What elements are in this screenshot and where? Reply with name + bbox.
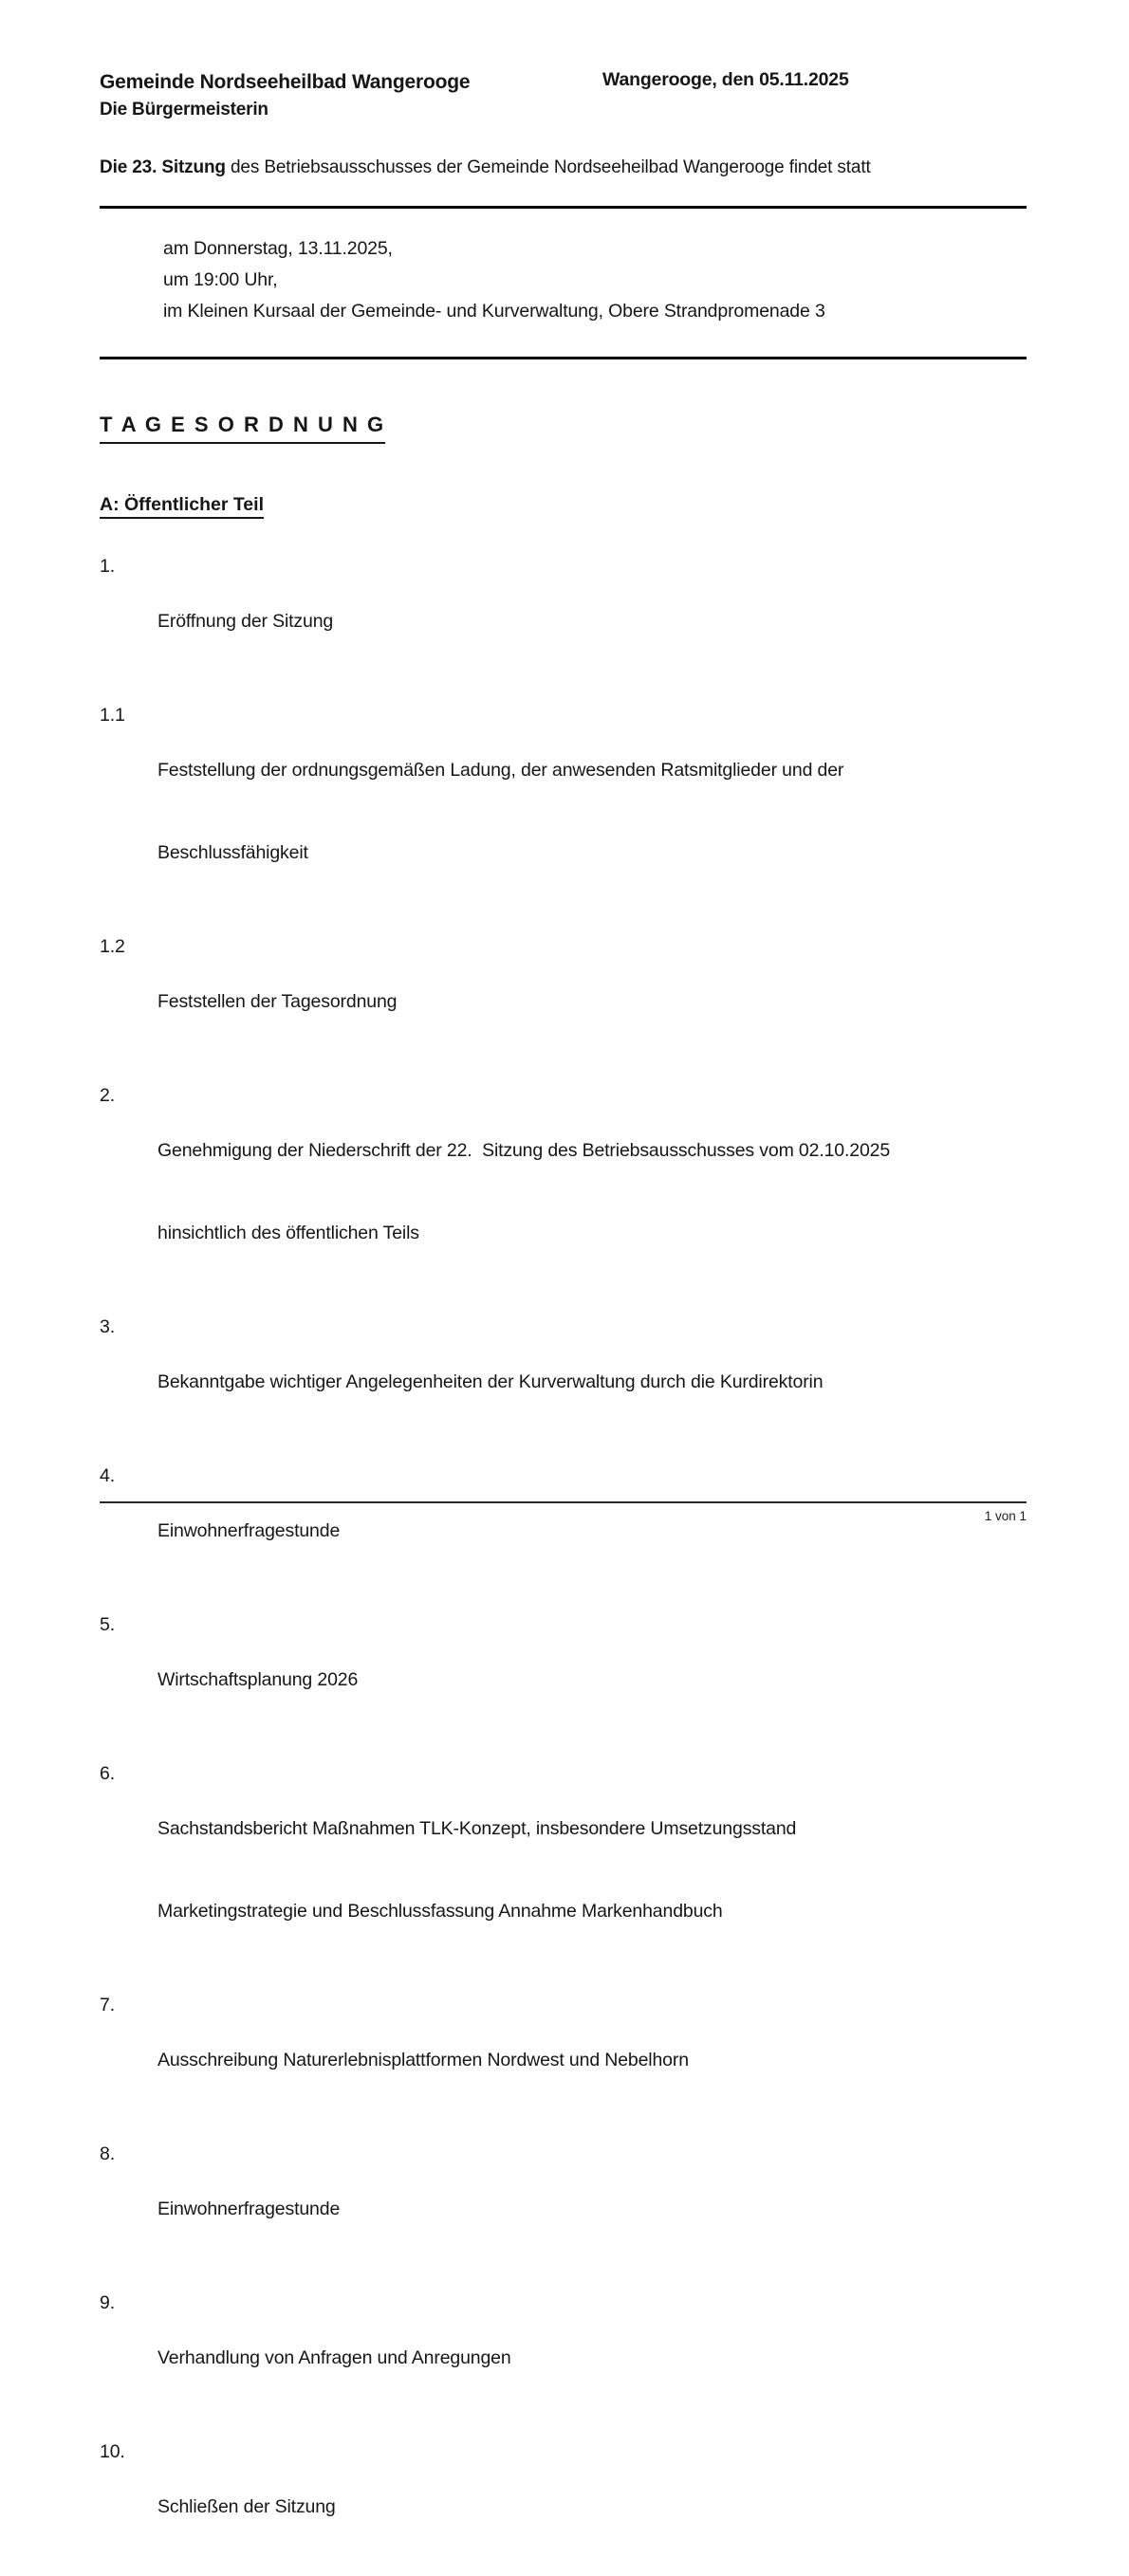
agenda-item-number: 6. <box>100 1763 115 1784</box>
agenda-item-line: Einwohnerfragestunde <box>157 1520 341 1541</box>
meeting-date-line: am Donnerstag, 13.11.2025, <box>163 238 393 259</box>
agenda-item <box>100 1314 1027 1451</box>
agenda-item-number: 4. <box>100 1465 115 1486</box>
agenda-item-text <box>157 2438 1027 2576</box>
section-a-heading-text: A: Öffentlicher Teil <box>100 493 264 519</box>
agenda-item <box>100 1760 1027 1980</box>
agenda-item <box>100 1463 1027 1600</box>
agenda-item-number: 1.2 <box>100 936 125 957</box>
page-number: 1 von 1 <box>984 1509 1027 1523</box>
organization-name: Gemeinde Nordseeheilbad Wangerooge <box>100 71 471 93</box>
agenda-item-text <box>157 553 1027 690</box>
agenda-item-line: Ausschreibung Naturerlebnisplattformen Nordwest und Nebelhorn <box>157 2050 689 2070</box>
intro-rest: des Betriebsausschusses der Gemeinde Nordseeheilbad Wangerooge findet statt <box>225 157 871 177</box>
agenda-item-number: 5. <box>100 1614 115 1635</box>
agenda-item-number: 1. <box>100 556 115 577</box>
section-a-heading <box>100 493 1027 519</box>
agenda-item <box>100 702 1027 922</box>
agenda-item-text <box>157 1992 1027 2129</box>
agenda-item-text <box>157 2141 1027 2278</box>
agenda-item-line: Wirtschaftsplanung 2026 <box>157 1669 359 1690</box>
intro-sentence <box>100 156 1027 180</box>
agenda-item-list <box>100 553 1027 2576</box>
agenda-item-text <box>157 702 1027 922</box>
agenda-item-number: 9. <box>100 2292 115 2313</box>
document-header <box>100 68 1027 123</box>
agenda-item-line: Beschlussfähigkeit <box>157 842 308 863</box>
agenda-title <box>100 413 1027 444</box>
agenda-item-line: hinsichtlich des öffentlichen Teils <box>157 1223 419 1243</box>
agenda-item <box>100 2141 1027 2278</box>
agenda-item <box>100 553 1027 690</box>
dateline: Wangerooge, den 05.11.2025 <box>602 69 849 90</box>
agenda-title-text: T A G E S O R D N U N G <box>100 413 385 444</box>
document-footer <box>100 1501 1027 1524</box>
agenda-item-number: 3. <box>100 1316 115 1337</box>
agenda-item-number: 1.1 <box>100 705 125 726</box>
meeting-location-line: im Kleinen Kursaal der Gemeinde- und Kurverwaltung, Obere Strandpromenade 3 <box>163 301 825 322</box>
agenda-item-line: Einwohnerfragestunde <box>157 2199 341 2219</box>
agenda-item-number: 10. <box>100 2441 125 2462</box>
agenda-item <box>100 2438 1027 2576</box>
agenda-item-line: Verhandlung von Anfragen und Anregungen <box>157 2347 511 2368</box>
divider-rule-top <box>100 206 1027 209</box>
agenda-item <box>100 1992 1027 2129</box>
agenda-item <box>100 933 1027 1071</box>
agenda-item-number: 2. <box>100 1085 115 1106</box>
agenda-item-line: Genehmigung der Niederschrift der 22. Sitzung des Betriebsausschusses vom 02.10.2025 <box>157 1140 891 1161</box>
agenda-item-line: Eröffnung der Sitzung <box>157 611 334 632</box>
agenda-item-text <box>157 1611 1027 1749</box>
header-left <box>100 68 1027 123</box>
agenda-item-number: 7. <box>100 1995 115 2015</box>
agenda-item <box>100 2290 1027 2427</box>
agenda-item-text <box>157 1463 1027 1600</box>
footer-rule <box>100 1501 1027 1503</box>
agenda-item-text <box>157 933 1027 1071</box>
agenda-item-line: Bekanntgabe wichtiger Angelegenheiten der Kurverwaltung durch die Kurdirektorin <box>157 1371 824 1392</box>
agenda-item-text <box>157 1082 1027 1302</box>
meeting-time-line: um 19:00 Uhr, <box>163 269 278 290</box>
divider-rule-bottom <box>100 357 1027 359</box>
meeting-details <box>163 233 1027 327</box>
organization-role: Die Bürgermeisterin <box>100 100 268 120</box>
agenda-item-text <box>157 1314 1027 1451</box>
agenda-item-text <box>157 1760 1027 1980</box>
agenda-item-line: Feststellung der ordnungsgemäßen Ladung, der anwesenden Ratsmitglieder und der <box>157 760 844 781</box>
agenda-item <box>100 1611 1027 1749</box>
agenda-item-text <box>157 2290 1027 2427</box>
intro-lead: Die 23. Sitzung <box>100 157 226 177</box>
agenda-item-number: 8. <box>100 2144 115 2164</box>
agenda-item-line: Feststellen der Tagesordnung <box>157 991 398 1012</box>
agenda-item-line: Schließen der Sitzung <box>157 2496 336 2517</box>
agenda-item <box>100 1082 1027 1302</box>
agenda-item-line: Marketingstrategie und Beschlussfassung Annahme Markenhandbuch <box>157 1901 723 1922</box>
agenda-item-line: Sachstandsbericht Maßnahmen TLK-Konzept, insbesondere Umsetzungsstand <box>157 1818 797 1839</box>
